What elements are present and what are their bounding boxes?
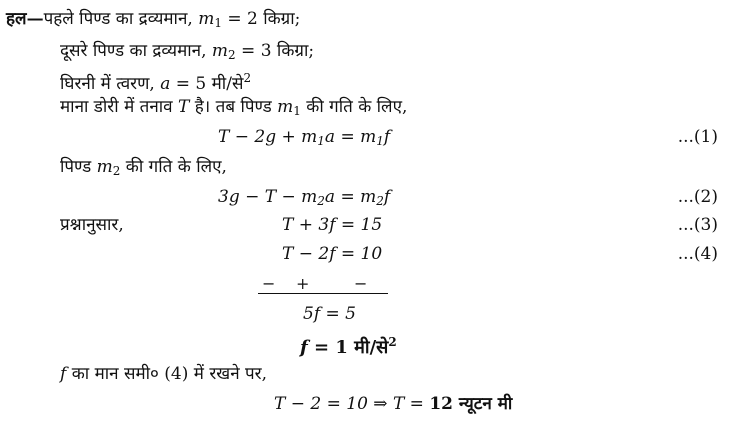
var-a: a [160,74,171,94]
heading-dash: — [26,9,44,29]
subscript: 1 [214,16,222,30]
eq7-result: 12 न्यूटन मी [429,394,513,414]
line-5 [60,156,227,182]
equation-3-number: ...(3) [677,215,718,235]
equation-1-number: ...(1) [677,127,718,147]
eq6-rest: = 1 मी/से [307,337,389,358]
equation-5: 5f = 5 [303,304,356,324]
eq2-part3: f [383,187,391,207]
eq1-part1: T − 2g + m [218,127,318,147]
line4-mid: है। तब पिण्ड [189,97,278,117]
line7-rest: का मान समी० (4) में रखने पर, [66,364,268,384]
equation-7 [274,393,512,415]
eq2-sub1: 2 [317,194,325,208]
line-7 [60,363,267,385]
superscript: 2 [388,335,397,349]
subscript: 2 [112,164,121,178]
line3-rest: = 5 मी/से [170,74,244,94]
line1-prefix: पहले पिण्ड का द्रव्यमान, [43,9,199,29]
var-m: m [96,157,113,177]
var-m: m [211,41,229,61]
line-2 [60,40,314,66]
line5-rest: की गति के लिए, [120,157,227,177]
equation-6-result [300,331,397,359]
var-m: m [277,97,294,117]
superscript: 2 [243,71,252,85]
var-T: T [178,97,190,117]
line-4 [60,96,407,122]
subtraction-rule [258,293,388,294]
line4-rest: की गति के लिए, [300,97,408,117]
line3-prefix: घिरनी में त्वरण, [60,74,161,94]
line1-rest: = 2 किग्रा; [221,9,301,29]
equation-1 [218,126,390,152]
sign-2: + [296,274,310,293]
var-m: m [198,9,215,29]
eq1-sub2: 1 [376,134,384,148]
eq7-text: T − 2 = 10 ⇒ T = [274,394,430,414]
var-f: f [60,364,67,384]
eq2-part1: 3g − T − m [218,187,318,207]
subscript: 1 [293,104,301,118]
equation-2 [218,186,390,212]
sign-3: − [354,274,368,293]
sign-1: − [262,274,276,293]
eq2-sub2: 2 [376,194,384,208]
line-3 [60,67,251,95]
equation-2-number: ...(2) [677,187,718,207]
line4-prefix: माना डोरी में तनाव [60,97,179,117]
var-f: f [300,337,308,358]
equation-4-number: ...(4) [677,244,718,264]
eq1-sub1: 1 [317,134,325,148]
line5-prefix: पिण्ड [60,157,97,177]
equation-3: T + 3f = 15 [282,215,383,235]
line-1 [6,8,300,34]
line2-rest: = 3 किग्रा; [235,41,315,61]
equation-4: T − 2f = 10 [282,244,383,264]
eq1-part3: f [383,127,391,147]
eq2-part2: a = m [324,187,377,207]
line2-prefix: दूसरे पिण्ड का द्रव्यमान, [60,41,212,61]
line-6-label: प्रश्नानुसार, [60,215,124,235]
subscript: 2 [228,48,236,62]
solution-heading: हल [6,9,27,29]
eq1-part2: a = m [324,127,377,147]
